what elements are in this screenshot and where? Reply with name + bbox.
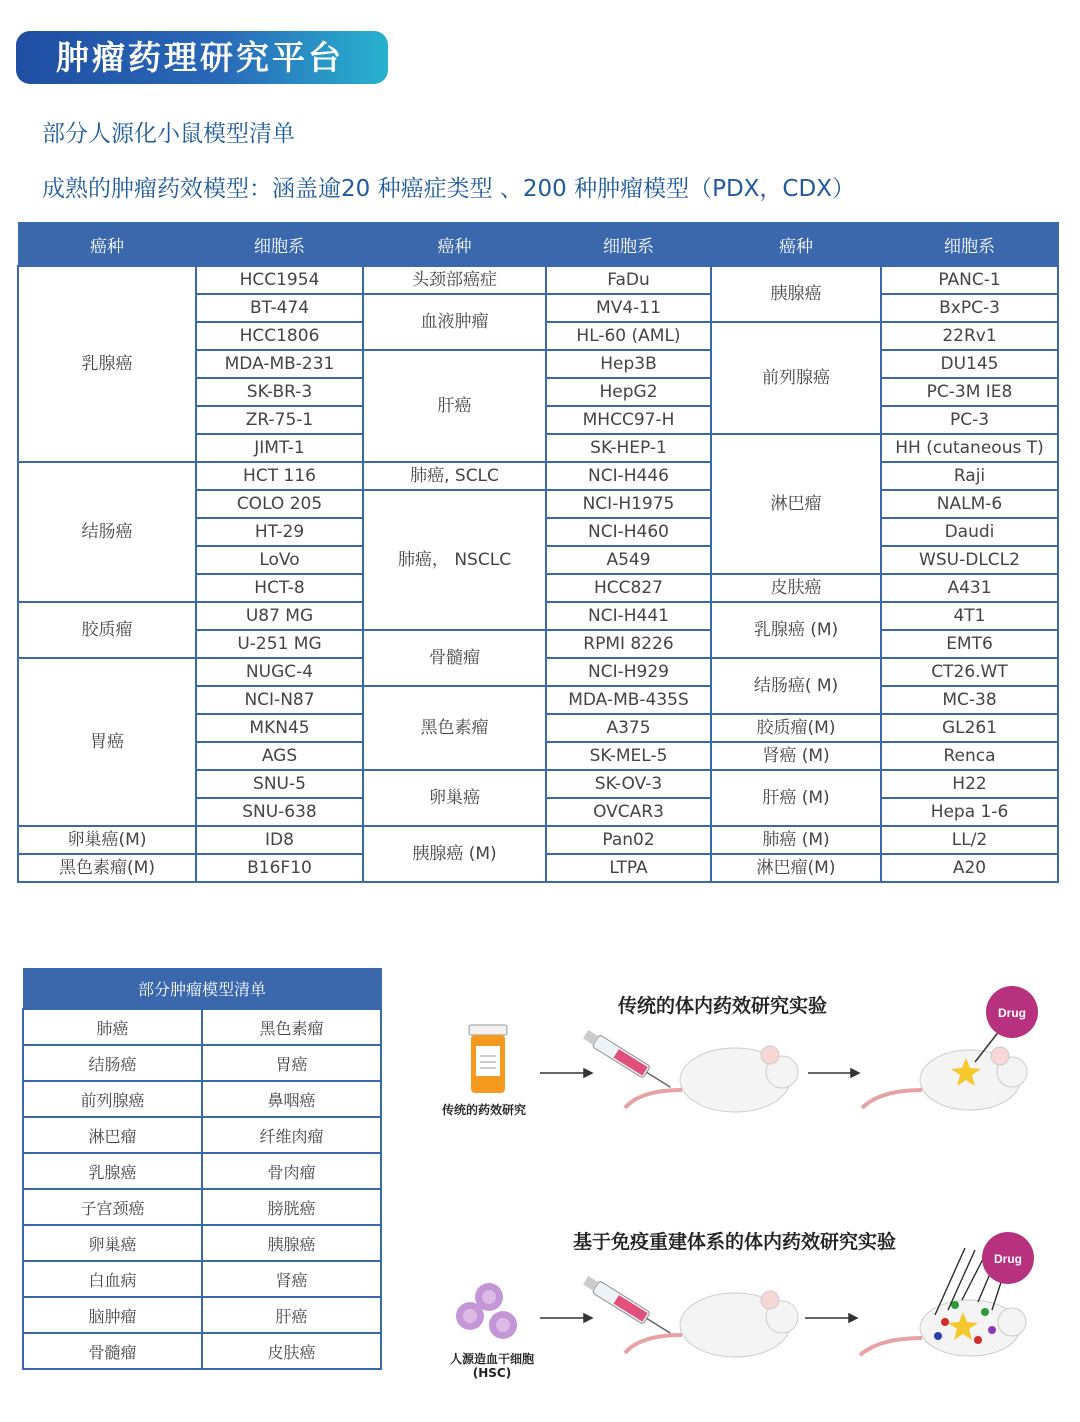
table-header-row bbox=[18, 223, 1058, 267]
tumor-model-cell: 前列腺癌 bbox=[23, 1081, 202, 1117]
cell-line-cell: Hep3B bbox=[546, 350, 711, 378]
mouse-treated-icon bbox=[862, 1030, 1027, 1110]
cell-line-cell: HT-29 bbox=[196, 518, 363, 546]
table-row bbox=[23, 1189, 381, 1225]
table-row bbox=[23, 1117, 381, 1153]
page-banner: 肿瘤药理研究平台 bbox=[16, 31, 388, 84]
cell-line-cell: Pan02 bbox=[546, 826, 711, 854]
cancer-type-cell: 肺癌， NSCLC bbox=[363, 490, 546, 630]
cancer-type-cell: 肝癌 (M) bbox=[711, 770, 881, 826]
cell-line-cell: NCI-H441 bbox=[546, 602, 711, 630]
tumor-model-list-header: 部分肿瘤模型清单 bbox=[23, 969, 381, 1010]
cell-line-cell: JIMT-1 bbox=[196, 434, 363, 462]
cell-line-cell: MDA-MB-231 bbox=[196, 350, 363, 378]
hsc-cells-icon bbox=[456, 1283, 517, 1339]
experiment2-title: 基于免疫重建体系的体内药效研究实验 bbox=[573, 1231, 897, 1253]
cell-line-cell: AGS bbox=[196, 742, 363, 770]
cell-line-cell: HH (cutaneous T) bbox=[881, 434, 1058, 462]
cell-line-cell: CT26.WT bbox=[881, 658, 1058, 686]
cell-line-cell: HCC1954 bbox=[196, 266, 363, 294]
syringe-icon bbox=[582, 1028, 674, 1093]
table-row bbox=[23, 1081, 381, 1117]
cell-line-cell: NCI-H460 bbox=[546, 518, 711, 546]
cell-line-cell: SNU-638 bbox=[196, 798, 363, 826]
cell-line-cell: HepG2 bbox=[546, 378, 711, 406]
table-row bbox=[23, 1153, 381, 1189]
tumor-model-cell: 鼻咽癌 bbox=[202, 1081, 381, 1117]
cell-line-cell: LTPA bbox=[546, 854, 711, 882]
cell-line-cell: NCI-H446 bbox=[546, 462, 711, 490]
cancer-type-cell: 肾癌 (M) bbox=[711, 742, 881, 770]
tumor-model-cell: 白血病 bbox=[23, 1261, 202, 1297]
tumor-model-cell: 胰腺癌 bbox=[202, 1225, 381, 1261]
cell-line-cell: Raji bbox=[881, 462, 1058, 490]
cell-line-cell: NALM-6 bbox=[881, 490, 1058, 518]
cell-line-cell: PC-3 bbox=[881, 406, 1058, 434]
cell-line-cell: A549 bbox=[546, 546, 711, 574]
cell-line-cell: OVCAR3 bbox=[546, 798, 711, 826]
tumor-model-cell: 肺癌 bbox=[23, 1009, 202, 1045]
syringe-icon-2 bbox=[582, 1274, 674, 1339]
cell-line-cell: WSU-DLCL2 bbox=[881, 546, 1058, 574]
tumor-model-cell: 脑肿瘤 bbox=[23, 1297, 202, 1333]
tumor-model-cell: 结肠癌 bbox=[23, 1045, 202, 1081]
tumor-model-cell: 肾癌 bbox=[202, 1261, 381, 1297]
mouse-icon bbox=[625, 1046, 798, 1112]
cancer-type-cell: 卵巢癌(M) bbox=[18, 826, 196, 854]
cell-line-cell: Daudi bbox=[881, 518, 1058, 546]
cell-line-cell: HL-60 (AML) bbox=[546, 322, 711, 350]
cell-line-cell: LL/2 bbox=[881, 826, 1058, 854]
cell-line-cell: MC-38 bbox=[881, 686, 1058, 714]
cell-line-cell: NUGC-4 bbox=[196, 658, 363, 686]
tumor-model-cell: 子宫颈癌 bbox=[23, 1189, 202, 1225]
table-row bbox=[23, 1009, 381, 1045]
cancer-type-cell: 头颈部癌症 bbox=[363, 266, 546, 294]
cancer-type-cell: 血液肿瘤 bbox=[363, 294, 546, 350]
cell-line-cell: MKN45 bbox=[196, 714, 363, 742]
cell-line-cell: EMT6 bbox=[881, 630, 1058, 658]
experiment-illustration bbox=[420, 975, 1060, 1395]
cell-line-cell: U87 MG bbox=[196, 602, 363, 630]
pill-bottle-icon bbox=[469, 1025, 507, 1093]
tumor-model-cell: 肝癌 bbox=[202, 1297, 381, 1333]
subtitle-humanized-models: 部分人源化小鼠模型清单 bbox=[42, 121, 295, 147]
table-row bbox=[23, 1297, 381, 1333]
cancer-type-cell: 黑色素瘤 bbox=[363, 686, 546, 770]
cell-line-cell: PANC-1 bbox=[881, 266, 1058, 294]
cell-line-cell: U-251 MG bbox=[196, 630, 363, 658]
table-row bbox=[18, 826, 1058, 854]
cell-line-cell: A20 bbox=[881, 854, 1058, 882]
cancer-type-cell: 皮肤癌 bbox=[711, 574, 881, 602]
cell-line-cell: MHCC97-H bbox=[546, 406, 711, 434]
tumor-model-cell: 胃癌 bbox=[202, 1045, 381, 1081]
table-row bbox=[23, 1225, 381, 1261]
experiment1-title: 传统的体内药效研究实验 bbox=[618, 995, 828, 1017]
cancer-type-cell: 乳腺癌 bbox=[18, 266, 196, 462]
svg-text:Drug: Drug bbox=[998, 1006, 1026, 1020]
cell-line-cell: B16F10 bbox=[196, 854, 363, 882]
cell-line-cell: HCC1806 bbox=[196, 322, 363, 350]
cancer-type-cell: 胰腺癌 bbox=[711, 266, 881, 322]
cell-line-cell: BxPC-3 bbox=[881, 294, 1058, 322]
column-header: 细胞系 bbox=[546, 223, 711, 267]
tumor-model-cell: 纤维肉瘤 bbox=[202, 1117, 381, 1153]
cancer-type-cell: 胶质瘤 bbox=[18, 602, 196, 658]
cell-line-cell: 22Rv1 bbox=[881, 322, 1058, 350]
cell-line-cell: LoVo bbox=[196, 546, 363, 574]
cancer-type-cell: 乳腺癌 (M) bbox=[711, 602, 881, 658]
cell-line-cell: MDA-MB-435S bbox=[546, 686, 711, 714]
cell-line-cell: SK-HEP-1 bbox=[546, 434, 711, 462]
table-row bbox=[18, 462, 1058, 490]
cell-line-cell: BT-474 bbox=[196, 294, 363, 322]
cell-line-cell: HCC827 bbox=[546, 574, 711, 602]
drug-badge bbox=[986, 986, 1038, 1038]
column-header: 细胞系 bbox=[881, 223, 1058, 267]
cell-line-cell: HCT 116 bbox=[196, 462, 363, 490]
cell-line-cell: HCT-8 bbox=[196, 574, 363, 602]
cancer-type-cell: 黑色素瘤(M) bbox=[18, 854, 196, 882]
cell-line-cell: H22 bbox=[881, 770, 1058, 798]
cell-line-cell: SNU-5 bbox=[196, 770, 363, 798]
cell-line-cell: Hepa 1-6 bbox=[881, 798, 1058, 826]
cell-line-cell: FaDu bbox=[546, 266, 711, 294]
experiment1-left-label: 传统的药效研究 bbox=[441, 1103, 526, 1117]
column-header: 癌种 bbox=[18, 223, 196, 267]
cancer-type-cell: 胰腺癌 (M) bbox=[363, 826, 546, 882]
cell-line-cell: A375 bbox=[546, 714, 711, 742]
tumor-model-cell: 乳腺癌 bbox=[23, 1153, 202, 1189]
cancer-type-cell: 肺癌 (M) bbox=[711, 826, 881, 854]
cell-line-cell: ZR-75-1 bbox=[196, 406, 363, 434]
svg-text:Drug: Drug bbox=[994, 1252, 1022, 1266]
table-row bbox=[23, 1045, 381, 1081]
cancer-type-cell: 淋巴瘤 bbox=[711, 434, 881, 574]
cell-line-cell: COLO 205 bbox=[196, 490, 363, 518]
mouse-icon-2 bbox=[625, 1291, 798, 1357]
column-header: 细胞系 bbox=[196, 223, 363, 267]
table-row bbox=[18, 266, 1058, 294]
cancer-type-cell: 胶质瘤(M) bbox=[711, 714, 881, 742]
cell-line-cell: ID8 bbox=[196, 826, 363, 854]
cell-line-cell: MV4-11 bbox=[546, 294, 711, 322]
cell-line-cell: Renca bbox=[881, 742, 1058, 770]
cell-line-cell: NCI-H1975 bbox=[546, 490, 711, 518]
cancer-type-cell: 胃癌 bbox=[18, 658, 196, 826]
cancer-type-cell: 骨髓瘤 bbox=[363, 630, 546, 686]
experiment2-left-label: 人源造血干细胞 bbox=[449, 1352, 534, 1366]
cell-line-cell: SK-MEL-5 bbox=[546, 742, 711, 770]
tumor-model-cell: 淋巴瘤 bbox=[23, 1117, 202, 1153]
cancer-type-cell: 结肠癌 bbox=[18, 462, 196, 602]
cell-line-cell: SK-BR-3 bbox=[196, 378, 363, 406]
column-header: 癌种 bbox=[711, 223, 881, 267]
drug-badge-2 bbox=[982, 1232, 1034, 1284]
cancer-type-cell: 肺癌, SCLC bbox=[363, 462, 546, 490]
subtitle-model-summary: 成熟的肿瘤药效模型：涵盖逾20 种癌症类型 、200 种肿瘤模型（PDX，CDX） bbox=[42, 176, 855, 202]
cancer-type-cell: 肝癌 bbox=[363, 350, 546, 462]
tumor-model-cell: 骨髓瘤 bbox=[23, 1333, 202, 1369]
cell-line-cell: GL261 bbox=[881, 714, 1058, 742]
cell-line-cell: SK-OV-3 bbox=[546, 770, 711, 798]
cell-line-table bbox=[17, 222, 1059, 883]
tumor-model-cell: 膀胱癌 bbox=[202, 1189, 381, 1225]
cancer-type-cell: 卵巢癌 bbox=[363, 770, 546, 826]
cell-line-cell: PC-3M IE8 bbox=[881, 378, 1058, 406]
tumor-model-cell: 黑色素瘤 bbox=[202, 1009, 381, 1045]
cancer-type-cell: 前列腺癌 bbox=[711, 322, 881, 434]
cell-line-cell: DU145 bbox=[881, 350, 1058, 378]
table-row bbox=[23, 1261, 381, 1297]
column-header: 癌种 bbox=[363, 223, 546, 267]
cell-line-cell: RPMI 8226 bbox=[546, 630, 711, 658]
cell-line-cell: A431 bbox=[881, 574, 1058, 602]
tumor-model-cell: 骨肉瘤 bbox=[202, 1153, 381, 1189]
tumor-model-cell: 卵巢癌 bbox=[23, 1225, 202, 1261]
tumor-model-list-table bbox=[22, 968, 382, 1370]
experiment2-left-label-hsc: (HSC) bbox=[472, 1366, 512, 1380]
table-row bbox=[23, 1333, 381, 1369]
cell-line-cell: 4T1 bbox=[881, 602, 1058, 630]
cancer-type-cell: 淋巴瘤(M) bbox=[711, 854, 881, 882]
tumor-model-cell: 皮肤癌 bbox=[202, 1333, 381, 1369]
cell-line-cell: NCI-N87 bbox=[196, 686, 363, 714]
cancer-type-cell: 结肠癌( M) bbox=[711, 658, 881, 714]
cell-line-cell: NCI-H929 bbox=[546, 658, 711, 686]
